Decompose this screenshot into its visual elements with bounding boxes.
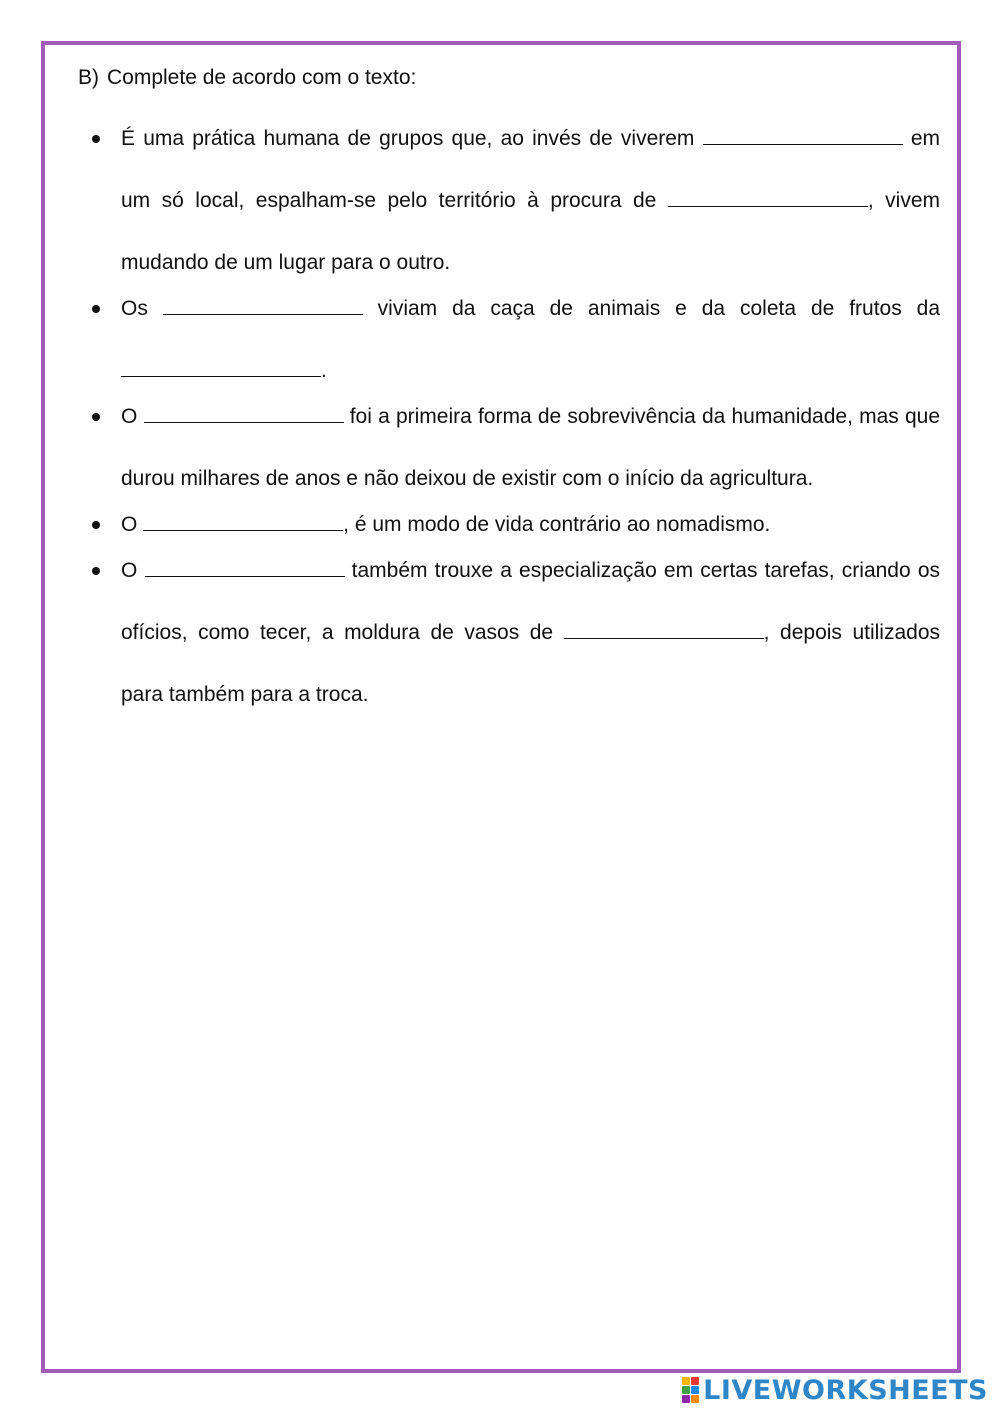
logo-tile <box>682 1377 690 1385</box>
exercise-instruction: Complete de acordo com o texto: <box>107 66 417 89</box>
liveworksheets-logo-text: LIVEWORKSHEETS <box>703 1374 988 1406</box>
logo-tile <box>682 1395 690 1403</box>
answer-blank[interactable] <box>703 128 903 145</box>
bullet-icon <box>92 567 100 575</box>
answer-blank[interactable] <box>163 298 363 315</box>
exercise-item <box>88 386 940 510</box>
exercise-item <box>88 540 940 726</box>
bullet-icon <box>92 521 100 529</box>
answer-blank[interactable] <box>564 622 764 639</box>
exercise-item <box>88 108 940 294</box>
item-text: , depois utilizados para também para a troca. <box>121 621 940 706</box>
exercise-letter: B) <box>78 66 99 89</box>
liveworksheets-logo <box>682 1374 988 1406</box>
item-text: O <box>121 405 144 428</box>
item-text: viviam da caça de animais e da coleta de frutos da <box>362 297 940 320</box>
item-text: também trouxe a especialização em certas tarefas, criando os ofícios, como tecer, a moldura de vasos de <box>121 559 940 644</box>
item-text: É uma prática humana de grupos que, ao invés de viverem <box>121 127 703 150</box>
exercise-item <box>88 278 940 402</box>
logo-tile <box>691 1386 699 1394</box>
item-text: foi a primeira forma de sobrevivência da humanidade, mas que durou milhares de anos e não deixou de existir com o início da agricultura. <box>121 405 941 490</box>
item-text: , é um modo de vida contrário ao nomadismo. <box>343 513 771 536</box>
exercise-list <box>88 124 940 726</box>
answer-blank[interactable] <box>668 190 868 207</box>
bullet-icon <box>92 305 100 313</box>
liveworksheets-logo-icon <box>682 1377 699 1403</box>
bullet-icon <box>92 413 100 421</box>
item-text: . <box>321 359 327 382</box>
answer-blank[interactable] <box>144 406 344 423</box>
bullet-icon <box>92 135 100 143</box>
item-text: Os <box>121 297 163 320</box>
logo-tile <box>691 1377 699 1385</box>
item-text: O <box>121 513 144 536</box>
answer-blank[interactable] <box>145 560 345 577</box>
answer-blank[interactable] <box>121 360 321 377</box>
logo-tile <box>691 1395 699 1403</box>
item-text: em um só local, espalham-se pelo território à procura de <box>121 127 940 212</box>
answer-blank[interactable] <box>143 514 343 531</box>
item-text: O <box>121 559 145 582</box>
item-text: , vivem mudando de um lugar para o outro. <box>121 189 940 274</box>
exercise-heading <box>78 62 416 94</box>
logo-tile <box>682 1386 690 1394</box>
